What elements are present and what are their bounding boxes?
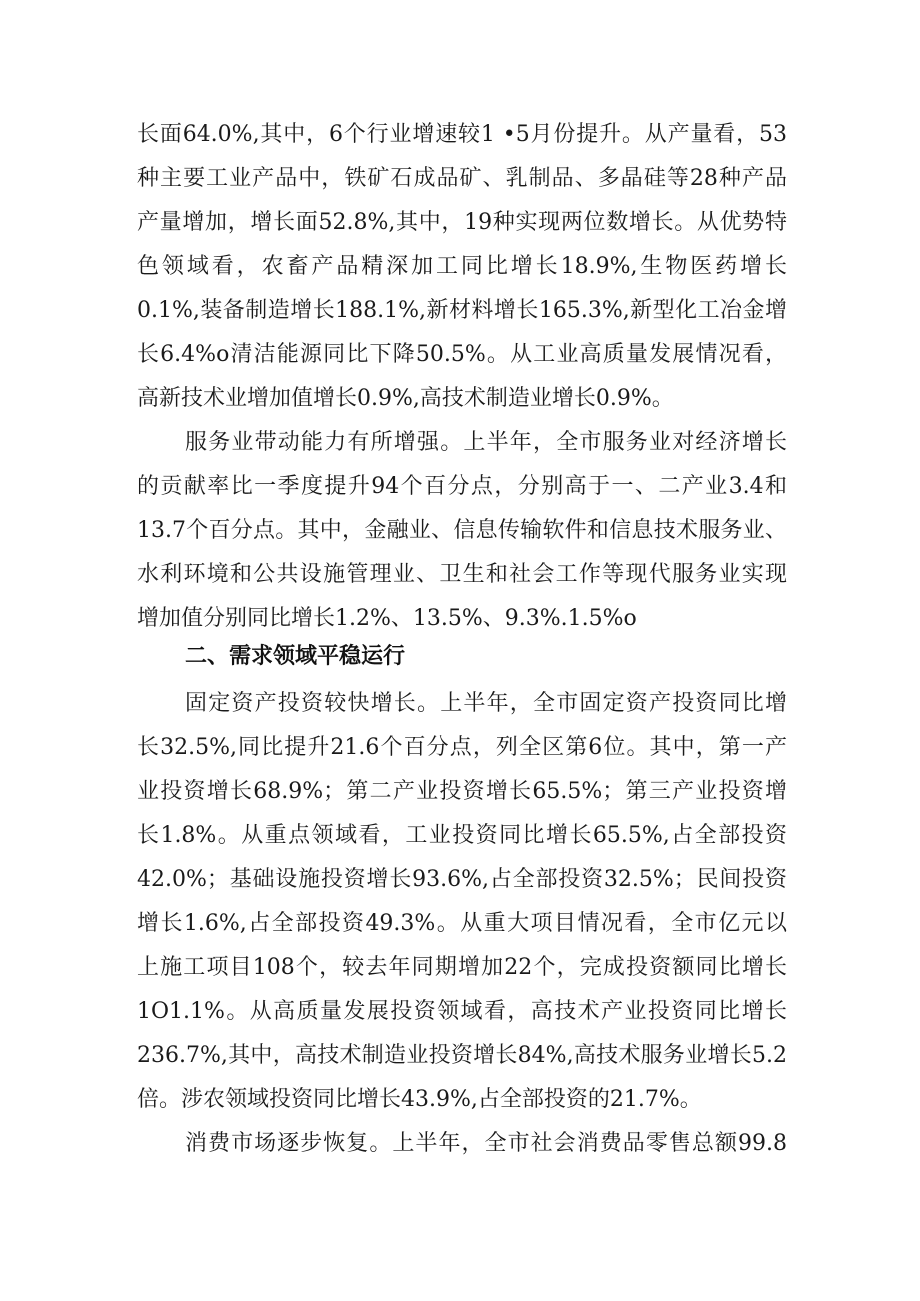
paragraph-line: 增长1.6%,占全部投资49.3%。从重大项目情况看，全市亿元以 (137, 911, 787, 936)
paragraph-line: 高新技术业增加值增长0.9%,高技术制造业增长0.9%。 (137, 386, 674, 411)
paragraph-line: 固定资产投资较快增长。上半年，全市固定资产投资同比增 (185, 691, 787, 716)
paragraph-line: 42.0%；基础设施投资增长93.6%,占全部投资32.5%；民间投资 (137, 867, 787, 892)
paragraph-line: 236.7%,其中，高技术制造业投资增长84%,高技术服务业增长5.2 (137, 1043, 787, 1068)
paragraph-line: 消费市场逐步恢复。上半年，全市社会消费品零售总额99.8 (185, 1131, 787, 1156)
paragraph-line: 倍。涉农领域投资同比增长43.9%,占全部投资的21.7%。 (137, 1087, 702, 1112)
paragraph-line: 的贡献率比一季度提升94个百分点，分别高于一、二产业3.4和 (137, 474, 787, 499)
section-heading: 二、需求领域平稳运行 (185, 644, 406, 669)
paragraph-line: 长1.8%。从重点领域看，工业投资同比增长65.5%,占全部投资 (137, 823, 787, 848)
paragraph-line: 种主要工业产品中，铁矿石成品矿、乳制品、多晶硅等28种产品 (137, 166, 787, 191)
paragraph-line: 13.7个百分点。其中，金融业、信息传输软件和信息技术服务业、 (137, 518, 787, 543)
paragraph-line: 水利环境和公共设施管理业、卫生和社会工作等现代服务业实现 (137, 562, 787, 587)
paragraph-line: 色领域看，农畜产品精深加工同比增长18.9%,生物医药增长 (137, 254, 787, 279)
paragraph-line: 0.1%,装备制造增长188.1%,新材料增长165.3%,新型化工冶金增 (137, 298, 787, 323)
paragraph-line: 长6.4%o清洁能源同比下降50.5%。从工业高质量发展情况看， (137, 342, 787, 367)
paragraph-line: 长32.5%,同比提升21.6个百分点，列全区第6位。其中，第一产 (137, 735, 787, 760)
paragraph-line: 产量增加，增长面52.8%,其中，19种实现两位数增长。从优势特 (137, 210, 787, 235)
paragraph-line: 1O1.1%。从高质量发展投资领域看，高技术产业投资同比增长 (137, 999, 787, 1024)
paragraph-line: 长面64.0%,其中，6个行业增速较1 •5月份提升。从产量看，53 (137, 122, 787, 147)
paragraph-line: 服务业带动能力有所增强。上半年，全市服务业对经济增长 (185, 430, 787, 455)
paragraph-line: 上施工项目108个，较去年同期增加22个，完成投资额同比增长 (137, 955, 787, 980)
paragraph-line: 增加值分别同比增长1.2%、13.5%、9.3%.1.5%o (137, 606, 637, 631)
paragraph-line: 业投资增长68.9%；第二产业投资增长65.5%；第三产业投资增 (137, 779, 787, 804)
